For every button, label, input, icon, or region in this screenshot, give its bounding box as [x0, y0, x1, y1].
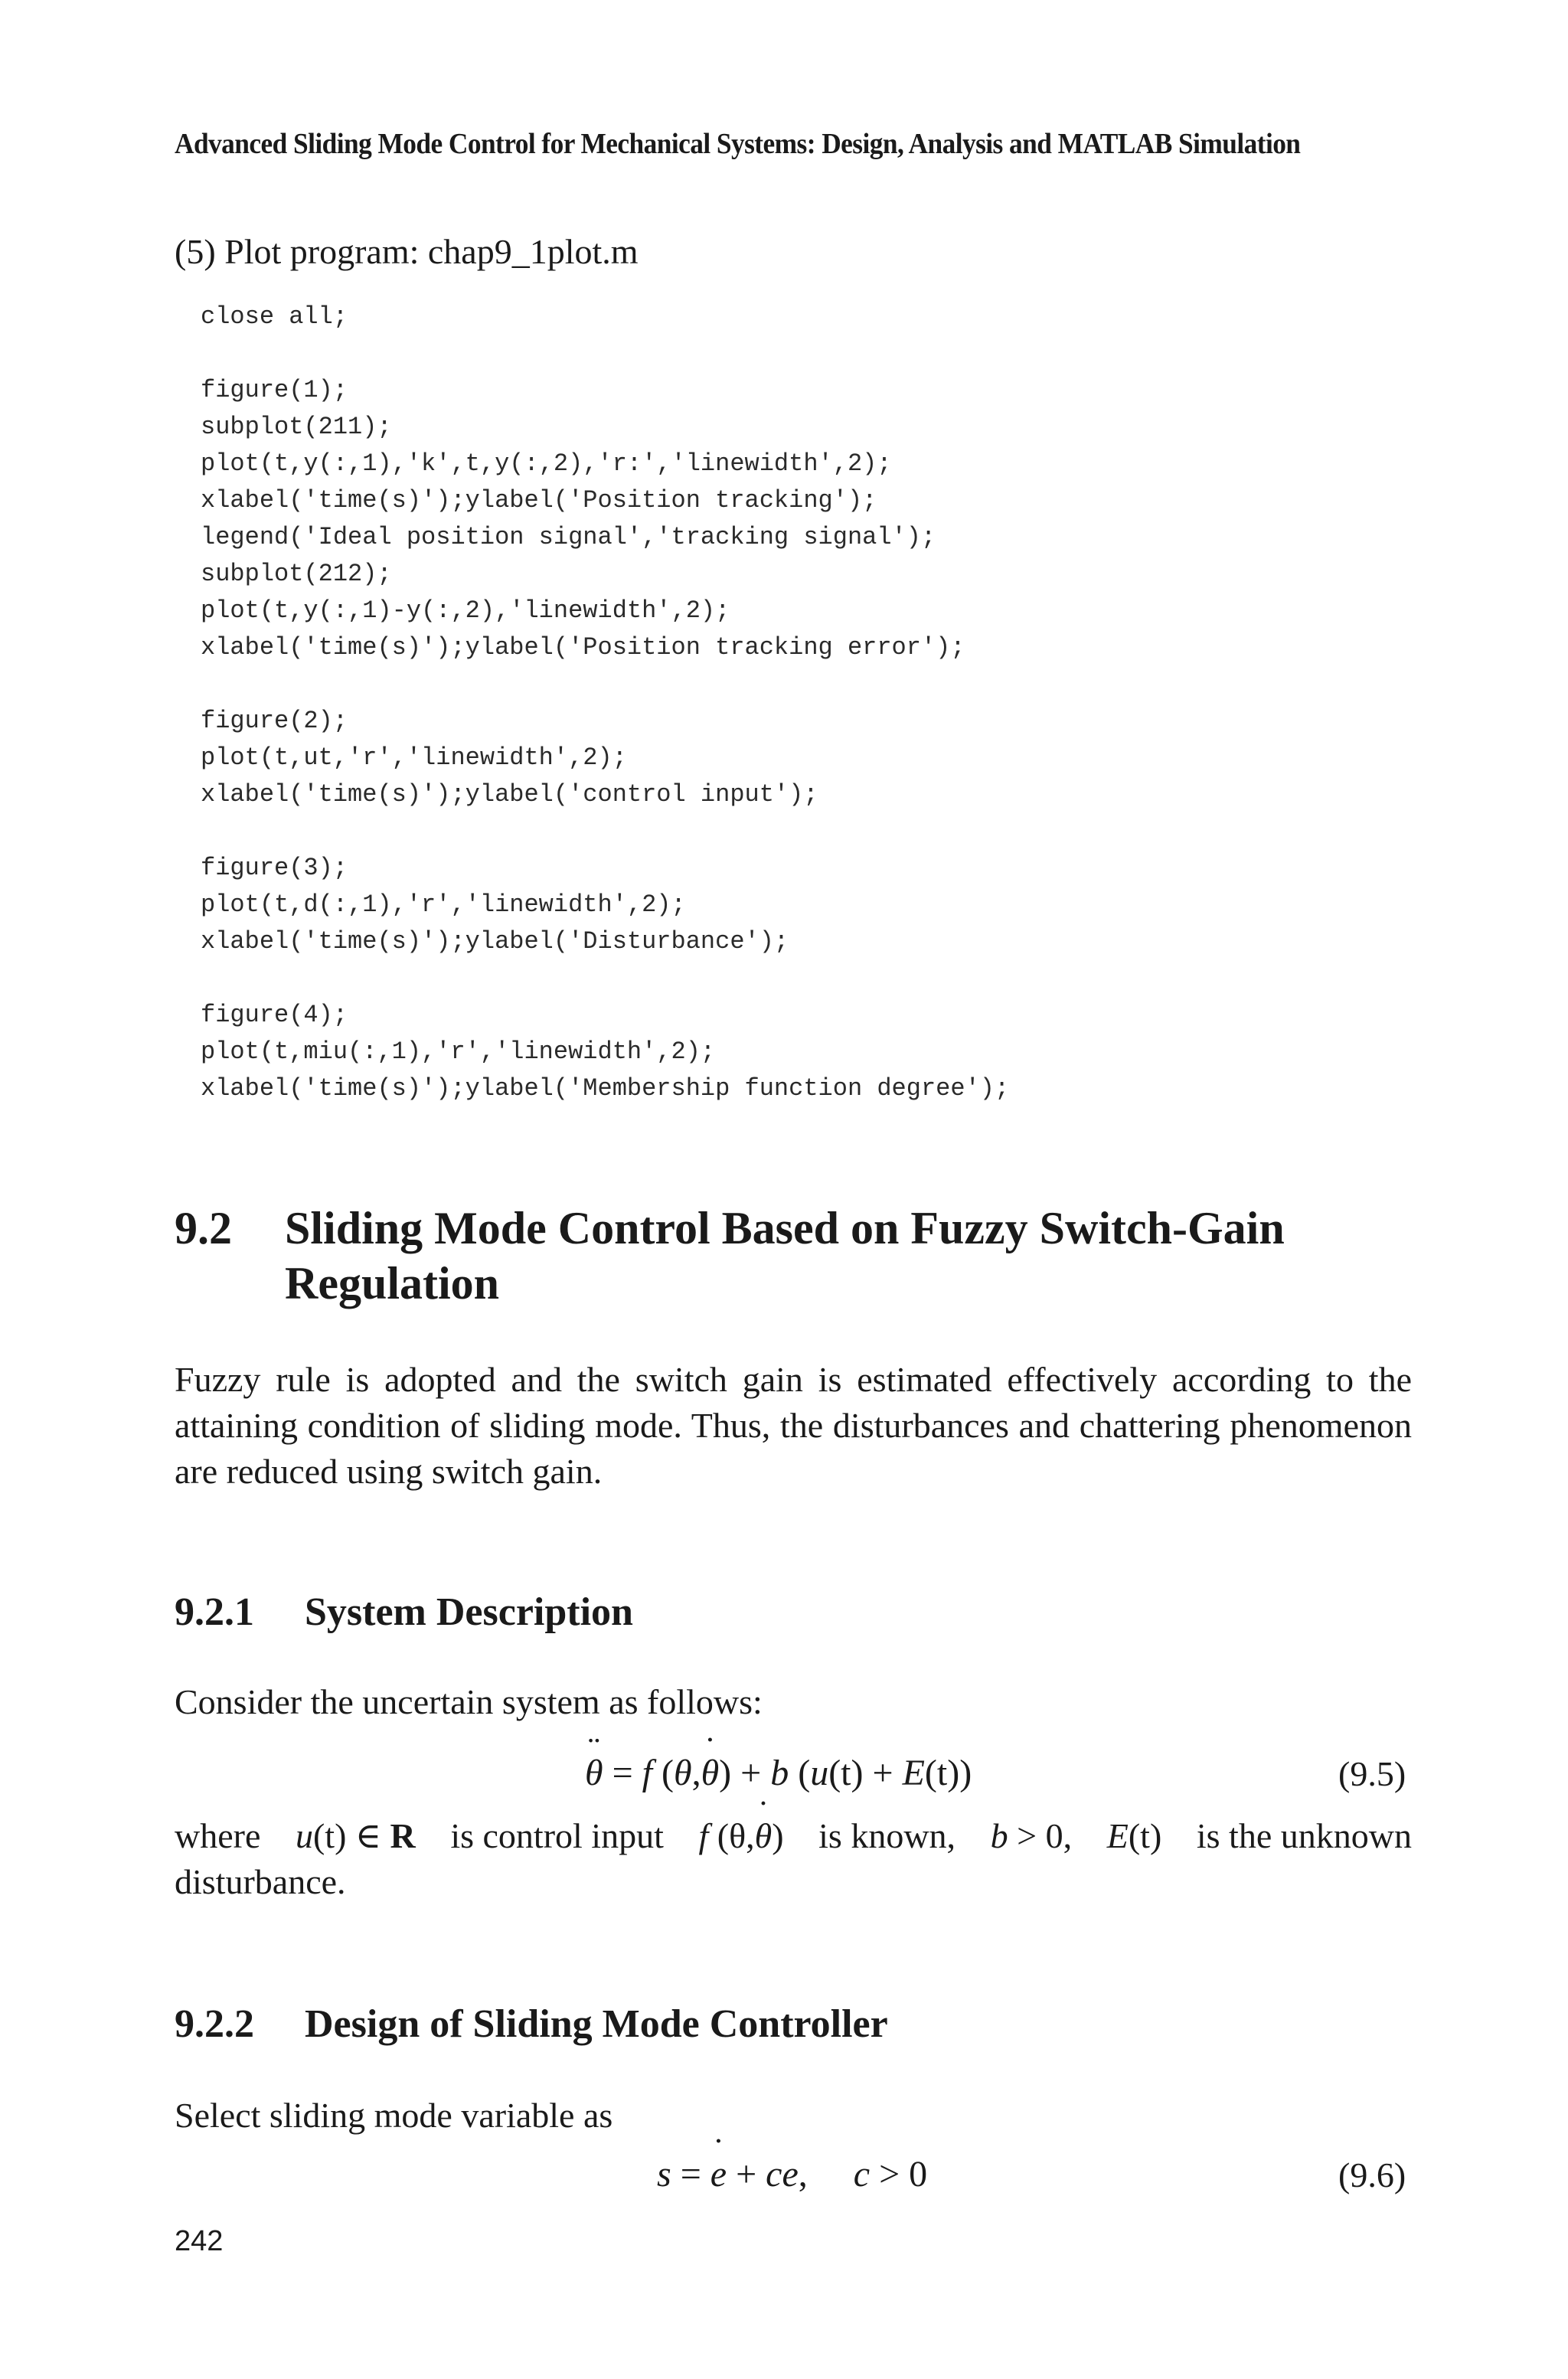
code-line: figure(1);	[201, 376, 348, 404]
eq-e-dot: ˙ e	[710, 2153, 727, 2195]
subsection-heading-system-description	[175, 1590, 633, 1635]
eq-paren-close: ) +	[719, 1753, 771, 1793]
code-line: xlabel('time(s)');ylabel('Position tracking');	[201, 486, 877, 515]
equation-number-9-6: (9.6)	[1338, 2155, 1406, 2194]
eq-sign: =	[671, 2154, 710, 2194]
sym-b: b	[990, 1816, 1008, 1855]
sym-b-cond: > 0,	[1008, 1816, 1073, 1855]
where-paragraph	[175, 1813, 1412, 1905]
code-line: subplot(211);	[201, 413, 392, 441]
code-line	[201, 666, 1009, 703]
eq-plus: +	[727, 2154, 766, 2194]
code-line: plot(t,d(:,1),'r','linewidth',2);	[201, 890, 686, 919]
section-title-line2: Regulation	[285, 1258, 500, 1309]
consider-text: Consider the uncertain system as follows:	[175, 1682, 763, 1721]
code-line: xlabel('time(s)');ylabel('Disturbance');	[201, 927, 789, 956]
select-text: Select sliding mode variable as	[175, 2096, 613, 2135]
code-line: figure(3);	[201, 854, 348, 882]
eq-theta-dot: ˙ θ	[701, 1752, 720, 1794]
section-paragraph: Fuzzy rule is adopted and the switch gain is estimated effectively according to the attaining condition of sliding mode. Thus, the disturbances and chattering phenomenon are reduced using switch gain.	[175, 1360, 1412, 1491]
sym-E-t: (t)	[1128, 1816, 1162, 1855]
eq-f: f	[642, 1753, 652, 1793]
eq-theta: θ	[673, 1753, 692, 1793]
eq-space	[808, 2154, 854, 2194]
where-line1	[175, 1813, 1412, 1859]
equation-number-9-5: (9.5)	[1338, 1754, 1406, 1793]
code-line: plot(t,ut,'r','linewidth',2);	[201, 743, 627, 772]
where-b	[991, 1813, 1072, 1859]
where-unknown-text: is the unknown	[1196, 1816, 1412, 1855]
where-word: where	[175, 1816, 261, 1855]
sym-args: (θ,	[708, 1816, 755, 1855]
section-number: 9.2	[175, 1203, 232, 1253]
subsection-title: Design of Sliding Mode Controller	[305, 2002, 888, 2046]
subsection-number: 9.2.1	[175, 1590, 254, 1634]
intro-line: (5) Plot program: chap9_1plot.m	[175, 232, 639, 271]
equation-9-5	[585, 1752, 972, 1794]
eq-paren: (	[789, 1753, 811, 1793]
eq-lhs: ¨ θ	[585, 1752, 603, 1794]
code-block	[201, 299, 1009, 1107]
eq-u: u	[810, 1753, 829, 1793]
code-line: legend('Ideal position signal','tracking signal');	[201, 523, 936, 551]
equation-9-6	[657, 2153, 927, 2195]
code-line: xlabel('time(s)');ylabel('Membership function degree');	[201, 1074, 1010, 1103]
code-line: close all;	[201, 302, 348, 331]
eq-E: E	[902, 1753, 925, 1793]
code-line: plot(t,y(:,1)-y(:,2),'linewidth',2);	[201, 596, 730, 625]
eq-t: (t) +	[828, 1753, 903, 1793]
eq-s: s	[657, 2154, 671, 2194]
code-line: figure(2);	[201, 707, 348, 735]
eq-c: c	[853, 2154, 871, 2194]
code-line: plot(t,y(:,1),'k',t,y(:,2),'r:','linewidth',2);	[201, 449, 892, 478]
where-line2: disturbance.	[175, 1862, 346, 1901]
sym-f: f	[698, 1816, 709, 1855]
code-line: figure(4);	[201, 1001, 348, 1029]
code-line	[201, 335, 1009, 372]
eq-sign: =	[603, 1753, 642, 1793]
where-known-text: is known,	[818, 1816, 956, 1855]
where-control-text: is control input	[450, 1816, 664, 1855]
eq-b: b	[770, 1753, 789, 1793]
sym-in: ∈	[346, 1816, 390, 1855]
eq-t: (t))	[924, 1753, 972, 1793]
eq-ce: ce	[766, 2154, 799, 2194]
page-number: 242	[175, 2225, 224, 2257]
sym-theta-dot: ˙ θ	[755, 1813, 773, 1859]
subsection-number: 9.2.2	[175, 2002, 254, 2046]
where-u-in-R	[296, 1813, 416, 1859]
code-line: plot(t,miu(:,1),'r','linewidth',2);	[201, 1038, 716, 1066]
running-header: Advanced Sliding Mode Control for Mechanical Systems: Design, Analysis and MATLAB Simulation	[175, 128, 1301, 160]
code-line	[201, 960, 1009, 997]
sym-u: u	[295, 1816, 313, 1855]
sym-R: R	[390, 1816, 416, 1855]
code-line	[201, 813, 1009, 850]
eq-cond: > 0	[870, 2154, 928, 2194]
code-line: xlabel('time(s)');ylabel('Position tracking error');	[201, 633, 965, 662]
section-title-line1: Sliding Mode Control Based on Fuzzy Switch-Gain	[285, 1203, 1285, 1253]
code-line: xlabel('time(s)');ylabel('control input');	[201, 780, 818, 809]
code-line: subplot(212);	[201, 560, 392, 588]
eq-paren: (	[652, 1753, 674, 1793]
eq-comma: ,	[798, 2154, 808, 2194]
subsection-heading-controller-design	[175, 2002, 888, 2047]
sym-t: (t)	[312, 1816, 347, 1855]
eq-comma: ,	[691, 1753, 701, 1793]
where-E	[1107, 1813, 1162, 1859]
subsection-title: System Description	[305, 1590, 633, 1634]
where-f	[698, 1813, 783, 1859]
sym-E: E	[1106, 1816, 1129, 1855]
sym-args-close: )	[772, 1816, 784, 1855]
